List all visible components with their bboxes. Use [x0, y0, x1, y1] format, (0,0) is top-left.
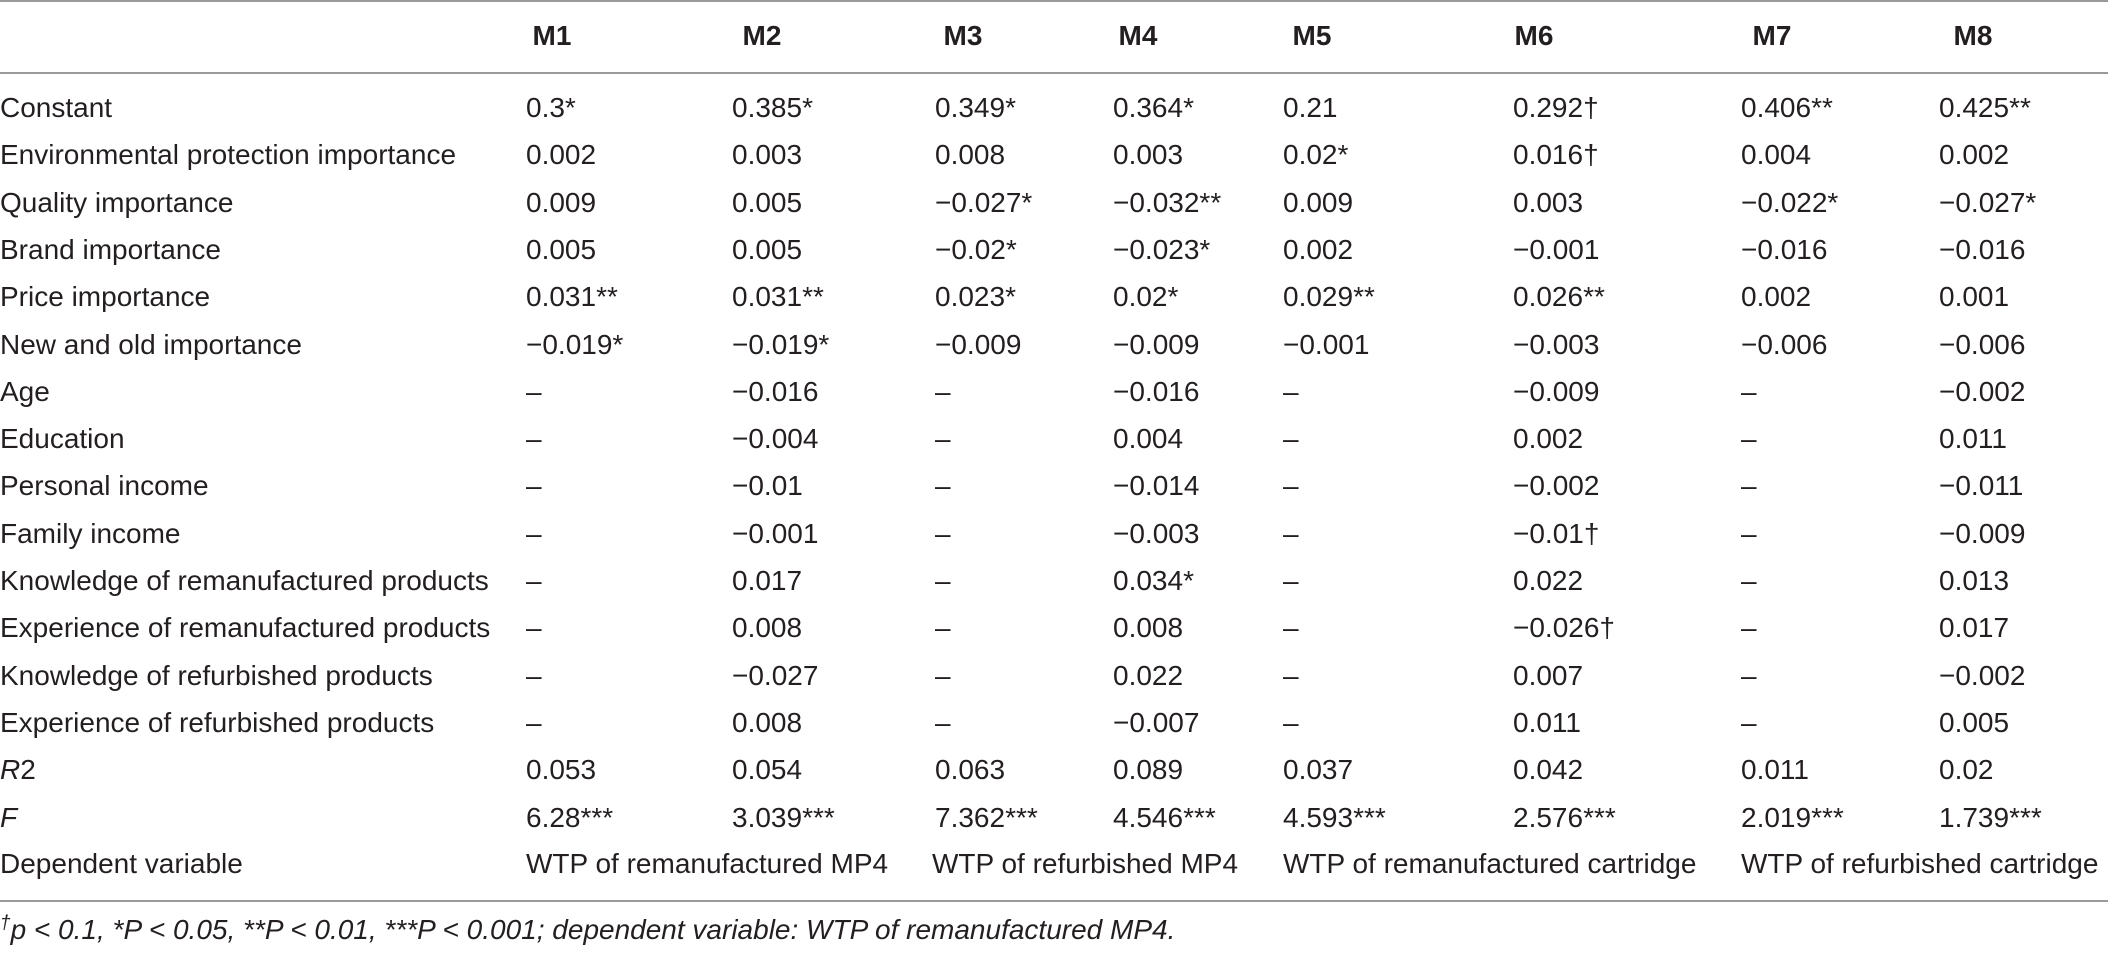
table-cell-m8: 0.017 — [1939, 612, 2010, 643]
table-cell-m4: 0.02* — [1113, 281, 1179, 312]
table-cell-m3: – — [935, 376, 951, 407]
table-cell-m5: – — [1283, 565, 1299, 596]
table-cell-m5: 0.009 — [1283, 187, 1354, 218]
table-cell-m8: 1.739*** — [1939, 802, 2042, 833]
table-cell-m1: – — [526, 423, 542, 454]
table-cell-m4: −0.023* — [1113, 234, 1211, 265]
table-cell-m7: – — [1741, 660, 1757, 691]
bottom-rule — [0, 900, 2108, 902]
table-cell-m5: 0.029** — [1283, 281, 1375, 312]
row-label: Price importance — [0, 281, 211, 312]
row-label — [0, 794, 17, 842]
table-cell-m8: −0.006 — [1939, 329, 2026, 360]
table-cell-m8: −0.016 — [1939, 234, 2026, 265]
table-cell-m4: 0.004 — [1113, 423, 1184, 454]
table-cell-m5: – — [1283, 518, 1299, 549]
table-cell-m7: 0.011 — [1741, 754, 1809, 785]
table-cell-m8: −0.011 — [1939, 470, 2024, 501]
table-cell-m1: 0.005 — [526, 234, 597, 265]
table-cell-m7: −0.016 — [1741, 234, 1828, 265]
table-cell-m2: −0.01 — [732, 470, 803, 501]
table-cell-m7: −0.022* — [1741, 187, 1839, 218]
row-label: Brand importance — [0, 234, 222, 265]
table-cell-m3: – — [935, 565, 951, 596]
table-footnote — [0, 906, 1175, 954]
table-cell-m4: −0.014 — [1113, 470, 1200, 501]
dependent-group-3: WTP of remanufactured cartridge — [1283, 848, 1697, 879]
table-cell-m8: 0.425** — [1939, 92, 2031, 123]
table-cell-m4: 0.364* — [1113, 92, 1194, 123]
table-cell-m2: 0.385* — [732, 92, 813, 123]
table-cell-m2: 0.017 — [732, 565, 803, 596]
table-cell-m7: 0.406** — [1741, 92, 1833, 123]
table-cell-m6: −0.026† — [1513, 612, 1615, 643]
table-cell-m5: – — [1283, 707, 1299, 738]
row-label: Age — [0, 376, 50, 407]
table-cell-m7: – — [1741, 423, 1757, 454]
table-cell-m2: 0.008 — [732, 707, 803, 738]
table-cell-m2: 0.005 — [732, 187, 803, 218]
table-cell-m3: – — [935, 660, 951, 691]
table-cell-m3: – — [935, 423, 951, 454]
dependent-group-2: WTP of refurbished MP4 — [932, 848, 1239, 879]
table-cell-m8: −0.002 — [1939, 376, 2026, 407]
column-header-m6: M6 — [1514, 20, 1554, 51]
column-header-m2: M2 — [742, 20, 782, 51]
row-label-italic: F — [0, 802, 18, 833]
table-cell-m5: 0.037 — [1283, 754, 1354, 785]
table-cell-m2: 0.054 — [732, 754, 803, 785]
table-cell-m5: 0.21 — [1283, 92, 1338, 123]
table-cell-m3: 7.362*** — [935, 802, 1038, 833]
table-cell-m4: 0.022 — [1113, 660, 1184, 691]
table-cell-m2: −0.001 — [732, 518, 819, 549]
table-cell-m3: −0.02* — [935, 234, 1017, 265]
table-cell-m5: – — [1283, 423, 1299, 454]
table-cell-m4: −0.009 — [1113, 329, 1200, 360]
row-label: Knowledge of refurbished products — [0, 660, 433, 691]
top-rule — [0, 0, 2108, 2]
table-cell-m7: – — [1741, 376, 1757, 407]
row-label-italic: R — [0, 754, 21, 785]
table-cell-m8: 0.005 — [1939, 707, 2010, 738]
table-cell-m3: −0.009 — [935, 329, 1022, 360]
row-label: Constant — [0, 92, 113, 123]
row-label: Experience of remanufactured products — [0, 612, 491, 643]
row-label: Quality importance — [0, 187, 234, 218]
table-cell-m8: 0.002 — [1939, 139, 2010, 170]
table-cell-m4: −0.003 — [1113, 518, 1200, 549]
footnote-text: p < 0.1, *P < 0.05, **P < 0.01, ***P < 0.001; dependent variable: WTP of remanufactured MP4. — [10, 914, 1176, 945]
table-cell-m4: 4.546*** — [1113, 802, 1216, 833]
table-cell-m4: 0.008 — [1113, 612, 1184, 643]
table-cell-m7: 0.004 — [1741, 139, 1812, 170]
row-label: Knowledge of remanufactured products — [0, 565, 489, 596]
table-cell-m2: 0.005 — [732, 234, 803, 265]
table-cell-m8: −0.027* — [1939, 187, 2037, 218]
table-cell-m3: – — [935, 518, 951, 549]
table-cell-m6: 0.011 — [1513, 707, 1581, 738]
table-cell-m1: 0.053 — [526, 754, 597, 785]
column-header-m3: M3 — [943, 20, 983, 51]
table-cell-m2: 0.003 — [732, 139, 803, 170]
table-cell-m6: −0.009 — [1513, 376, 1600, 407]
table-cell-m1: – — [526, 518, 542, 549]
table-cell-m1: −0.019* — [526, 329, 624, 360]
table-cell-m1: – — [526, 565, 542, 596]
table-cell-m8: 0.013 — [1939, 565, 2010, 596]
table-cell-m7: 2.019*** — [1741, 802, 1844, 833]
table-cell-m8: 0.02 — [1939, 754, 1994, 785]
table-cell-m7: – — [1741, 707, 1757, 738]
table-cell-m5: 0.002 — [1283, 234, 1354, 265]
table-cell-m3: 0.023* — [935, 281, 1016, 312]
row-label — [0, 746, 36, 794]
table-cell-m3: 0.008 — [935, 139, 1006, 170]
table-cell-m3: −0.027* — [935, 187, 1033, 218]
table-cell-m7: – — [1741, 565, 1757, 596]
table-cell-m1: – — [526, 376, 542, 407]
table-cell-m4: −0.032** — [1113, 187, 1222, 218]
table-cell-m1: – — [526, 707, 542, 738]
dependent-group-1: WTP of remanufactured MP4 — [526, 848, 889, 879]
table-cell-m1: 0.031** — [526, 281, 618, 312]
table-cell-m1: 0.3* — [526, 92, 576, 123]
table-cell-m8: 0.011 — [1939, 423, 2007, 454]
table-cell-m8: −0.002 — [1939, 660, 2026, 691]
table-cell-m6: 0.003 — [1513, 187, 1584, 218]
table-cell-m5: – — [1283, 376, 1299, 407]
table-cell-m7: 0.002 — [1741, 281, 1812, 312]
table-cell-m5: 4.593*** — [1283, 802, 1386, 833]
table-cell-m6: −0.003 — [1513, 329, 1600, 360]
dependent-group-4: WTP of refurbished cartridge — [1741, 848, 2099, 879]
row-label: New and old importance — [0, 329, 302, 360]
column-header-m1: M1 — [532, 20, 572, 51]
table-cell-m6: −0.002 — [1513, 470, 1600, 501]
table-cell-m5: – — [1283, 660, 1299, 691]
table-cell-m3: – — [935, 707, 951, 738]
table-cell-m6: 0.016† — [1513, 139, 1599, 170]
dagger-mark: † — [0, 912, 11, 934]
column-header-m4: M4 — [1118, 20, 1158, 51]
table-cell-m4: −0.016 — [1113, 376, 1200, 407]
header-rule — [0, 72, 2108, 74]
table-cell-m8: 0.001 — [1939, 281, 2010, 312]
table-cell-m6: 0.002 — [1513, 423, 1584, 454]
table-cell-m2: 0.008 — [732, 612, 803, 643]
row-label: Dependent variable — [0, 848, 243, 879]
row-label: Education — [0, 423, 125, 454]
table-cell-m2: −0.004 — [732, 423, 819, 454]
table-cell-m5: 0.02* — [1283, 139, 1349, 170]
table-cell-m7: – — [1741, 518, 1757, 549]
column-header-m8: M8 — [1953, 20, 1993, 51]
table-cell-m1: – — [526, 470, 542, 501]
table-cell-m2: 0.031** — [732, 281, 824, 312]
table-cell-m4: 0.089 — [1113, 754, 1184, 785]
table-cell-m2: 3.039*** — [732, 802, 835, 833]
column-header-m7: M7 — [1752, 20, 1792, 51]
table-cell-m6: 0.292† — [1513, 92, 1599, 123]
table-cell-m4: 0.034* — [1113, 565, 1194, 596]
row-label: Environmental protection importance — [0, 139, 457, 170]
table-cell-m4: −0.007 — [1113, 707, 1200, 738]
table-cell-m6: 0.026** — [1513, 281, 1605, 312]
table-cell-m7: – — [1741, 612, 1757, 643]
row-label: Experience of refurbished products — [0, 707, 435, 738]
table-cell-m6: 2.576*** — [1513, 802, 1616, 833]
table-cell-m3: – — [935, 612, 951, 643]
table-cell-m1: 6.28*** — [526, 802, 614, 833]
table-cell-m3: – — [935, 470, 951, 501]
table-cell-m1: 0.002 — [526, 139, 597, 170]
table-cell-m6: −0.01† — [1513, 518, 1600, 549]
table-cell-m2: −0.019* — [732, 329, 830, 360]
table-cell-m8: −0.009 — [1939, 518, 2026, 549]
table-cell-m1: – — [526, 612, 542, 643]
table-cell-m2: −0.027 — [732, 660, 819, 691]
column-header-m5: M5 — [1292, 20, 1332, 51]
table-cell-m6: 0.042 — [1513, 754, 1584, 785]
table-cell-m5: −0.001 — [1283, 329, 1370, 360]
row-label: Family income — [0, 518, 181, 549]
table-cell-m2: −0.016 — [732, 376, 819, 407]
table-cell-m6: −0.001 — [1513, 234, 1600, 265]
table-cell-m7: – — [1741, 470, 1757, 501]
table-cell-m1: – — [526, 660, 542, 691]
row-label-rest: 2 — [20, 754, 36, 785]
row-label: Personal income — [0, 470, 209, 501]
table-cell-m6: 0.007 — [1513, 660, 1584, 691]
table-cell-m4: 0.003 — [1113, 139, 1184, 170]
table-cell-m3: 0.063 — [935, 754, 1006, 785]
table-cell-m1: 0.009 — [526, 187, 597, 218]
table-cell-m6: 0.022 — [1513, 565, 1584, 596]
table-cell-m5: – — [1283, 612, 1299, 643]
table-cell-m5: – — [1283, 470, 1299, 501]
table-cell-m7: −0.006 — [1741, 329, 1828, 360]
table-cell-m3: 0.349* — [935, 92, 1016, 123]
